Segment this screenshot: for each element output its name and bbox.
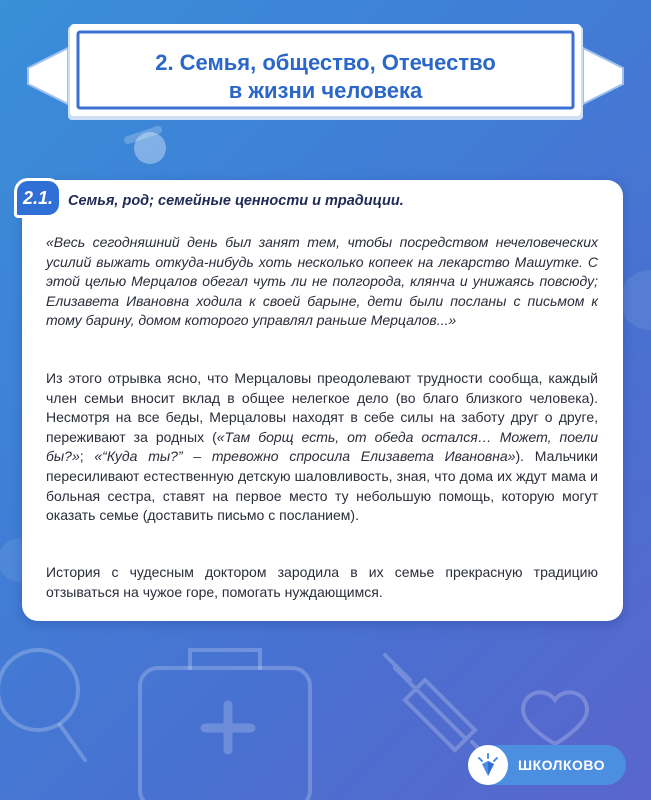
heart-icon [523,692,587,744]
title-banner [20,20,631,120]
page-title [92,42,559,112]
logo-text: ШКОЛКОВО [518,757,606,773]
analysis-text-part2: ). Мальчики пересиливают естественную детскую шаловливость, зная, что дома их ждут мама и больная сестра, ставят на первое место ту небольшую помощь, которую могут оказать семье (доставить письмо с посланием). [46,448,598,524]
section-heading: Семья, род; семейные ценности и традиции. [68,193,404,209]
inline-quote-1: «Там борщ есть, от обеда остался… Может, поели бы?» [46,428,598,465]
logo-emblem-icon [468,745,508,785]
analysis-text-part1: Из этого отрывка ясно, что Мерцаловы преодолевают трудности сообща, каждый член семьи вносит вклад в общее нелегкое дело (во благо близкого человека). Несмотря на все беды, Мерцаловы находят в себе силы на заботу друг о друге, переживают за родных ( [46,370,598,445]
quote-paragraph: «Весь сегодняшний день был занят тем, чтобы посредством нечеловеческих усилий выжать откуда-нибудь хоть несколько копеек на лекарство Машутке. С этой целью Мерцалов обегал чуть ли не полгорода, клянча и унижаясь повсюду; Елизавета Ивановна ходила к своей барыне, дети были посланы с письмом к тому барину, домом которого управлял раньше Мерцалов...» [46,234,598,329]
stethoscope-icon [0,650,78,730]
quote-separator: ; [79,448,95,465]
page-title-line1: 2. Семья, общество, Отечество [155,50,496,75]
page-title-line2: в жизни человека [228,78,423,103]
conclusion-paragraph: История с чудесным доктором зародила в их семье прекрасную традицию отзываться на чужое горе, помогать нуждающимся. [46,564,598,600]
analysis-paragraph [46,369,598,526]
section-number-badge: 2.1. [14,178,62,218]
inline-quote-2: «“Куда ты?” – тревожно спросила Елизавета Ивановна» [94,448,516,465]
brand-logo [468,745,626,785]
tablet-icon [134,132,166,164]
